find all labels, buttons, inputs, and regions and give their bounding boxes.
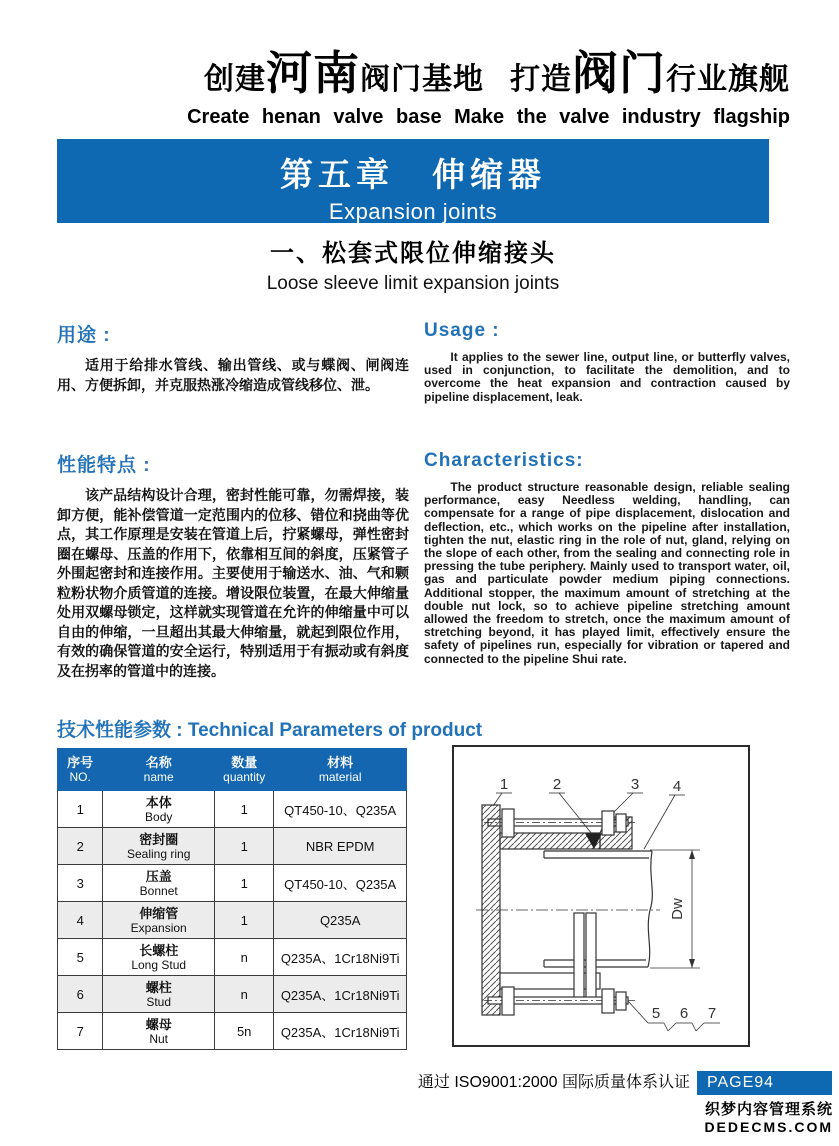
callout-1: 1 — [499, 776, 509, 793]
cms-watermark — [704, 1101, 833, 1136]
chapter-title-english: Expansion joints — [328, 199, 498, 224]
usage-heading-english: Usage : — [424, 320, 500, 341]
table-row — [58, 828, 407, 865]
cell-name: 伸缩管 Expansion — [103, 902, 215, 939]
bottom-nut-inner — [616, 992, 626, 1010]
cell-material: Q235A、1Cr18Ni9Ti — [274, 939, 407, 976]
cell-material: QT450-10、Q235A — [274, 865, 407, 902]
callout-3: 3 — [630, 776, 640, 793]
product-title — [57, 233, 769, 295]
cell-material: QT450-10、Q235A — [274, 791, 407, 828]
dw-label: Dw — [669, 898, 686, 920]
cell-quantity: 1 — [215, 865, 274, 902]
parameters-heading: 技术性能参数 : Technical Parameters of product — [57, 720, 483, 741]
column-header-material: 材料 material — [274, 749, 407, 791]
column-header-name: 名称 name — [103, 749, 215, 791]
callout-7: 7 — [707, 1005, 717, 1022]
company-slogan — [187, 48, 790, 128]
cell-quantity: n — [215, 939, 274, 976]
slogan-part: 行业旗舰 — [666, 63, 790, 96]
characteristics-section-english — [424, 450, 790, 666]
cell-no: 4 — [58, 902, 103, 939]
cell-name: 压盖 Bonnet — [103, 865, 215, 902]
table-row — [58, 865, 407, 902]
slogan-part: 阀门基地 — [360, 63, 484, 96]
callouts-bottom — [628, 1001, 720, 1031]
dw-dimension — [650, 850, 700, 968]
bottom-stud-ear — [502, 987, 514, 1015]
stud-ear — [502, 809, 514, 837]
slogan-english: Create henan valve base Make the valve industry flagship — [187, 106, 790, 128]
table-header-row — [58, 749, 407, 791]
top-nut-outer — [602, 811, 614, 835]
cell-material: Q235A、1Cr18Ni9Ti — [274, 1013, 407, 1050]
callout-6: 6 — [679, 1005, 689, 1022]
slogan-part: 打造 — [510, 63, 572, 96]
slogan-part: 创建 — [204, 63, 266, 96]
column-header-no: 序号 NO. — [58, 749, 103, 791]
characteristics-heading-english: Characteristics: — [424, 450, 584, 471]
slogan-part-emphasis: 河南 — [266, 47, 360, 99]
gland-plate-right — [586, 913, 596, 1001]
table-row — [58, 939, 407, 976]
gland-plate-left — [574, 913, 584, 1001]
cell-name: 长螺柱 Long Stud — [103, 939, 215, 976]
usage-body-english: It applies to the sewer line, output line, or butterfly valves, used in conjunction, to facilitate the demolition, and to overcome the heat expansion and contraction caused by pipeline displacement, leak. — [424, 350, 790, 404]
expansion-pipe — [544, 851, 652, 967]
page-number-badge: PAGE94 — [697, 1071, 832, 1095]
watermark-chinese: 织梦内容管理系统 — [704, 1101, 833, 1118]
column-header-quantity: 数量 quantity — [215, 749, 274, 791]
expansion-joint-cross-section — [454, 747, 748, 1045]
technical-drawing-frame — [452, 745, 750, 1047]
cell-no: 2 — [58, 828, 103, 865]
cell-no: 6 — [58, 976, 103, 1013]
cell-material: NBR EPDM — [274, 828, 407, 865]
watermark-domain: DEDECMS.COM — [704, 1119, 833, 1135]
usage-section-chinese — [57, 320, 409, 395]
slogan-chinese — [187, 48, 790, 105]
slogan-part-emphasis: 阀门 — [572, 47, 666, 99]
cell-quantity: 1 — [215, 902, 274, 939]
chapter-title-chinese: 第五章 伸缩器 — [280, 156, 546, 193]
parameters-table — [57, 748, 407, 1050]
cell-no: 5 — [58, 939, 103, 976]
top-nut-inner — [616, 814, 626, 832]
lower-band — [500, 973, 600, 989]
cell-name: 螺柱 Stud — [103, 976, 215, 1013]
table-row — [58, 976, 407, 1013]
cell-quantity: 5n — [215, 1013, 274, 1050]
cell-material: Q235A、1Cr18Ni9Ti — [274, 976, 407, 1013]
bottom-nut-outer — [602, 989, 614, 1013]
cell-no: 1 — [58, 791, 103, 828]
usage-heading-chinese: 用途 : — [57, 325, 111, 346]
characteristics-section-chinese — [57, 450, 409, 681]
chapter-banner — [57, 139, 769, 223]
callout-4: 4 — [672, 778, 682, 795]
characteristics-body-english: The product structure reasonable design, reliable sealing performance, easy Needless welding, handling, can compensate for a range of pipe displacement, dislocation and deflection, etc., which works on the pipeline after installation, tighten the nut, elastic ring in the role of nut, gland, relying on the slope of each other, from the sealing and connecting role in pressing the tube periphery. Mainly used to transport water, oil, gas and particulate powder medium piping connections. Additional stopper, the maximum amount of stretching at the double nut lock, so to achieve pipeline stretching amount allowed the freedom to stretch, once the maximum amount of stretching beyond, it has played limit, effectively ensure the safety of pipelines run, especially for vibration or tapered and connected to the pipeline Shui rate. — [424, 480, 790, 666]
cell-quantity: n — [215, 976, 274, 1013]
usage-body-chinese: 适用于给排水管线、输出管线、或与蝶阀、闸阀连用、方便拆卸，并克服热涨冷缩造成管线移位、泄。 — [57, 357, 409, 393]
table-row — [58, 1013, 407, 1050]
usage-section-english — [424, 320, 790, 404]
callout-5: 5 — [651, 1005, 661, 1022]
cell-material: Q235A — [274, 902, 407, 939]
cell-quantity: 1 — [215, 791, 274, 828]
cell-name: 本体 Body — [103, 791, 215, 828]
iso-certification-text: 通过 ISO9001:2000 国际质量体系认证 — [417, 1074, 690, 1091]
table-row — [58, 902, 407, 939]
body-barrel — [500, 833, 600, 849]
cell-no: 3 — [58, 865, 103, 902]
product-title-chinese: 一、松套式限位伸缩接头 — [270, 240, 556, 267]
cell-name: 密封圈 Sealing ring — [103, 828, 215, 865]
characteristics-heading-chinese: 性能特点 : — [57, 455, 151, 476]
cell-quantity: 1 — [215, 828, 274, 865]
table-row — [58, 791, 407, 828]
cell-name: 螺母 Nut — [103, 1013, 215, 1050]
characteristics-body-chinese: 该产品结构设计合理，密封性能可靠，勿需焊接，装卸方便，能补偿管道一定范围内的位移、错位和挠曲等优点，其工作原理是安装在管道上后，拧紧螺母，弹性密封圈在螺母、压盖的作用下，依靠相互间的斜度，压紧管子外围起密封和连接作用。主要使用于输送水、油、气和颗粒粉状物介质管道的连接。增设限位装置，在最大伸缩量处用双螺母锁定，这样就实现管道在允许的伸缩量中可以自由的伸缩，一旦超出其最大伸缩量，就起到限位作用，有效的确保管道的安全运行，特别适用于有振动或有斜度及在拐率的管道中的连接。 — [57, 487, 409, 679]
callout-2: 2 — [552, 776, 562, 793]
product-title-english: Loose sleeve limit expansion joints — [266, 273, 560, 294]
cell-no: 7 — [58, 1013, 103, 1050]
